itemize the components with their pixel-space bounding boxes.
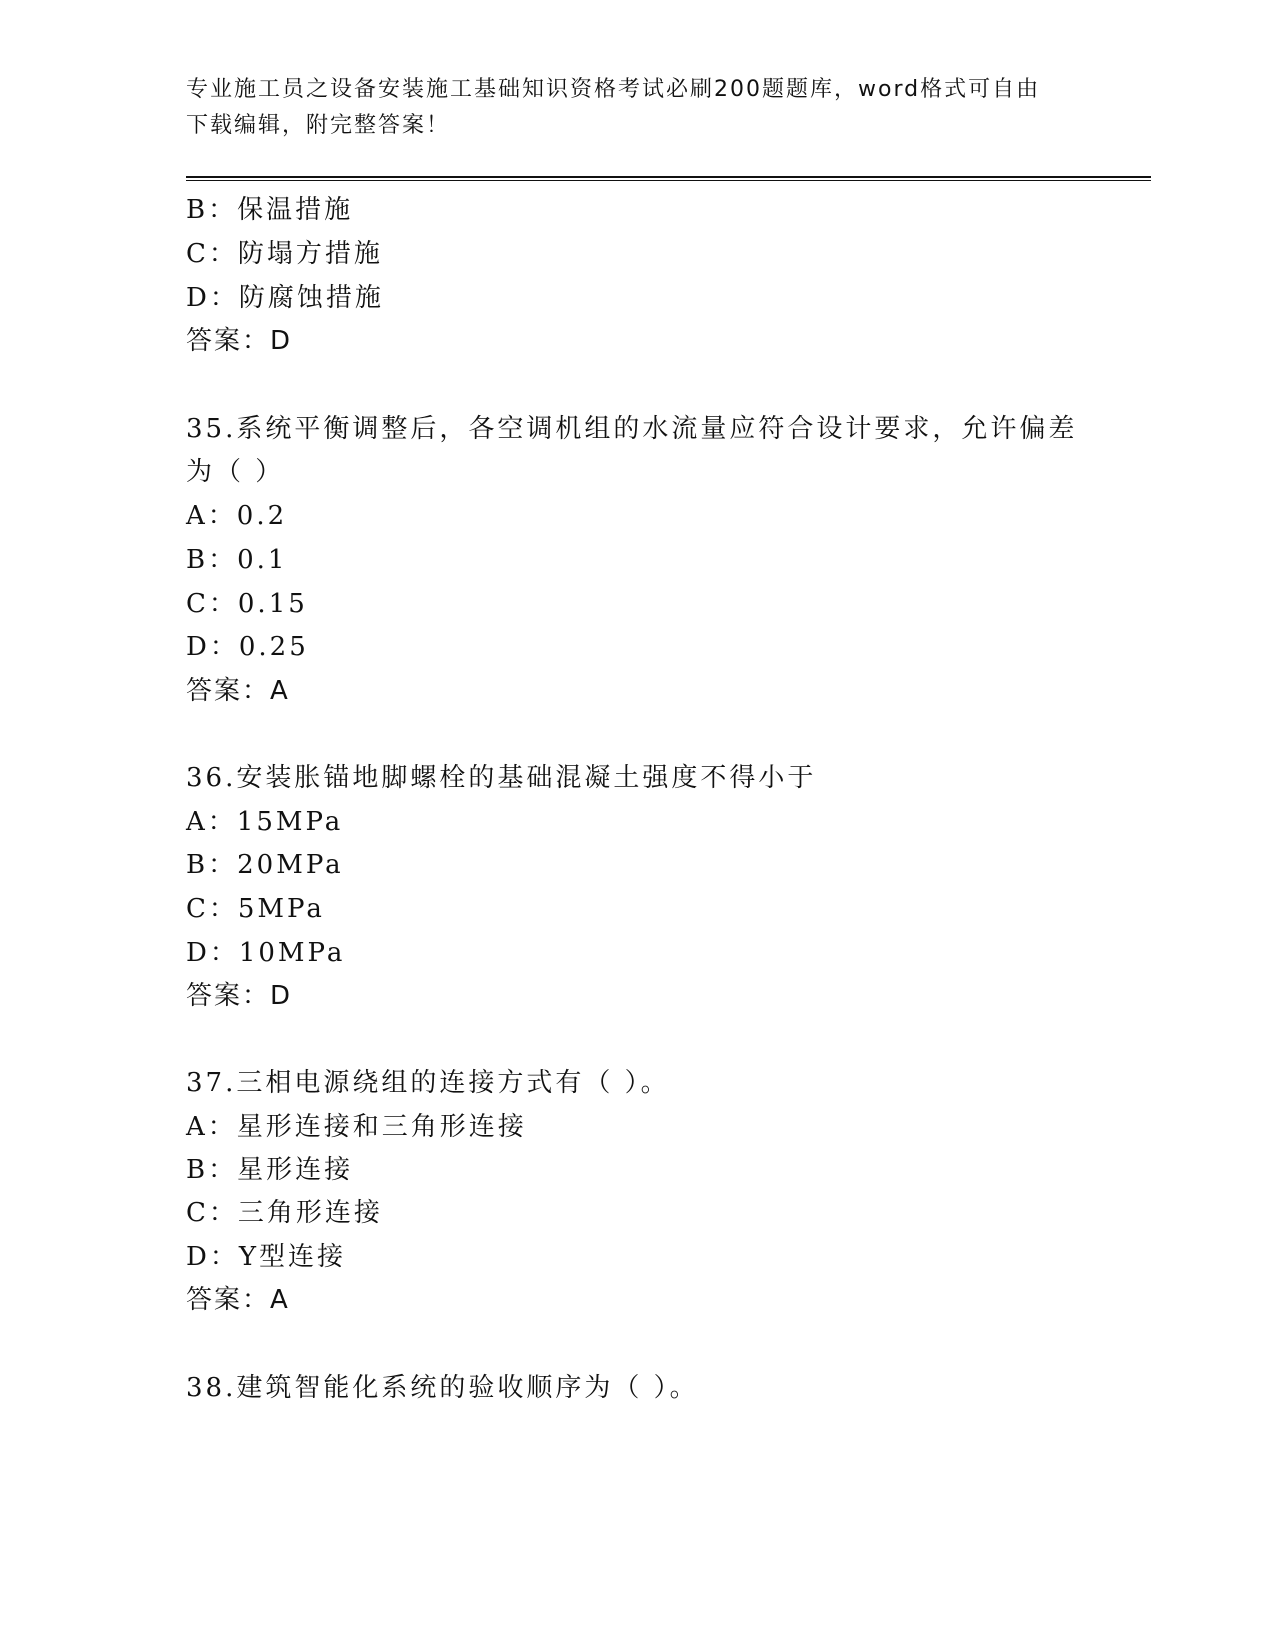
q35-option-c: C：0.15 [186, 589, 308, 619]
q37-option-c: C：三角形连接 [186, 1198, 383, 1228]
q34-option-d: D：防腐蚀措施 [186, 283, 384, 313]
q37-option-d: D：Y型连接 [186, 1242, 347, 1272]
q35-answer: 答案：A [186, 676, 290, 706]
q35-stem-line-1: 35.系统平衡调整后，各空调机组的水流量应符合设计要求，允许偏差 [186, 414, 1078, 444]
q35-stem-line-2: 为（ ） [186, 457, 285, 487]
document-header [186, 72, 1086, 144]
q36-stem: 36.安装胀锚地脚螺栓的基础混凝土强度不得小于 [186, 763, 817, 793]
q36-answer: 答案：D [186, 981, 293, 1011]
header-divider [186, 176, 1151, 181]
q38-stem: 38.建筑智能化系统的验收顺序为（ ）。 [186, 1373, 699, 1403]
q37-answer: 答案：A [186, 1285, 290, 1315]
q36-option-a: A：15MPa [186, 807, 344, 837]
q34-option-c: C：防塌方措施 [186, 239, 383, 269]
q36-option-c: C：5MPa [186, 894, 325, 924]
header-title-line-1: 专业施工员之设备安装施工基础知识资格考试必刷200题题库，word格式可自由 [186, 77, 1041, 102]
q37-option-a: A：星形连接和三角形连接 [186, 1112, 527, 1142]
q37-stem: 37.三相电源绕组的连接方式有（ ）。 [186, 1068, 670, 1098]
q36-option-d: D：10MPa [186, 938, 346, 968]
header-title-line-2: 下载编辑，附完整答案！ [186, 113, 451, 138]
q34-option-b: B：保温措施 [186, 195, 354, 225]
q34-answer: 答案：D [186, 326, 293, 356]
q36-option-b: B：20MPa [186, 850, 344, 880]
q35-option-d: D：0.25 [186, 632, 309, 662]
q37-option-b: B：星形连接 [186, 1155, 354, 1185]
q35-option-a: A：0.2 [186, 501, 288, 531]
q35-option-b: B：0.1 [186, 545, 288, 575]
